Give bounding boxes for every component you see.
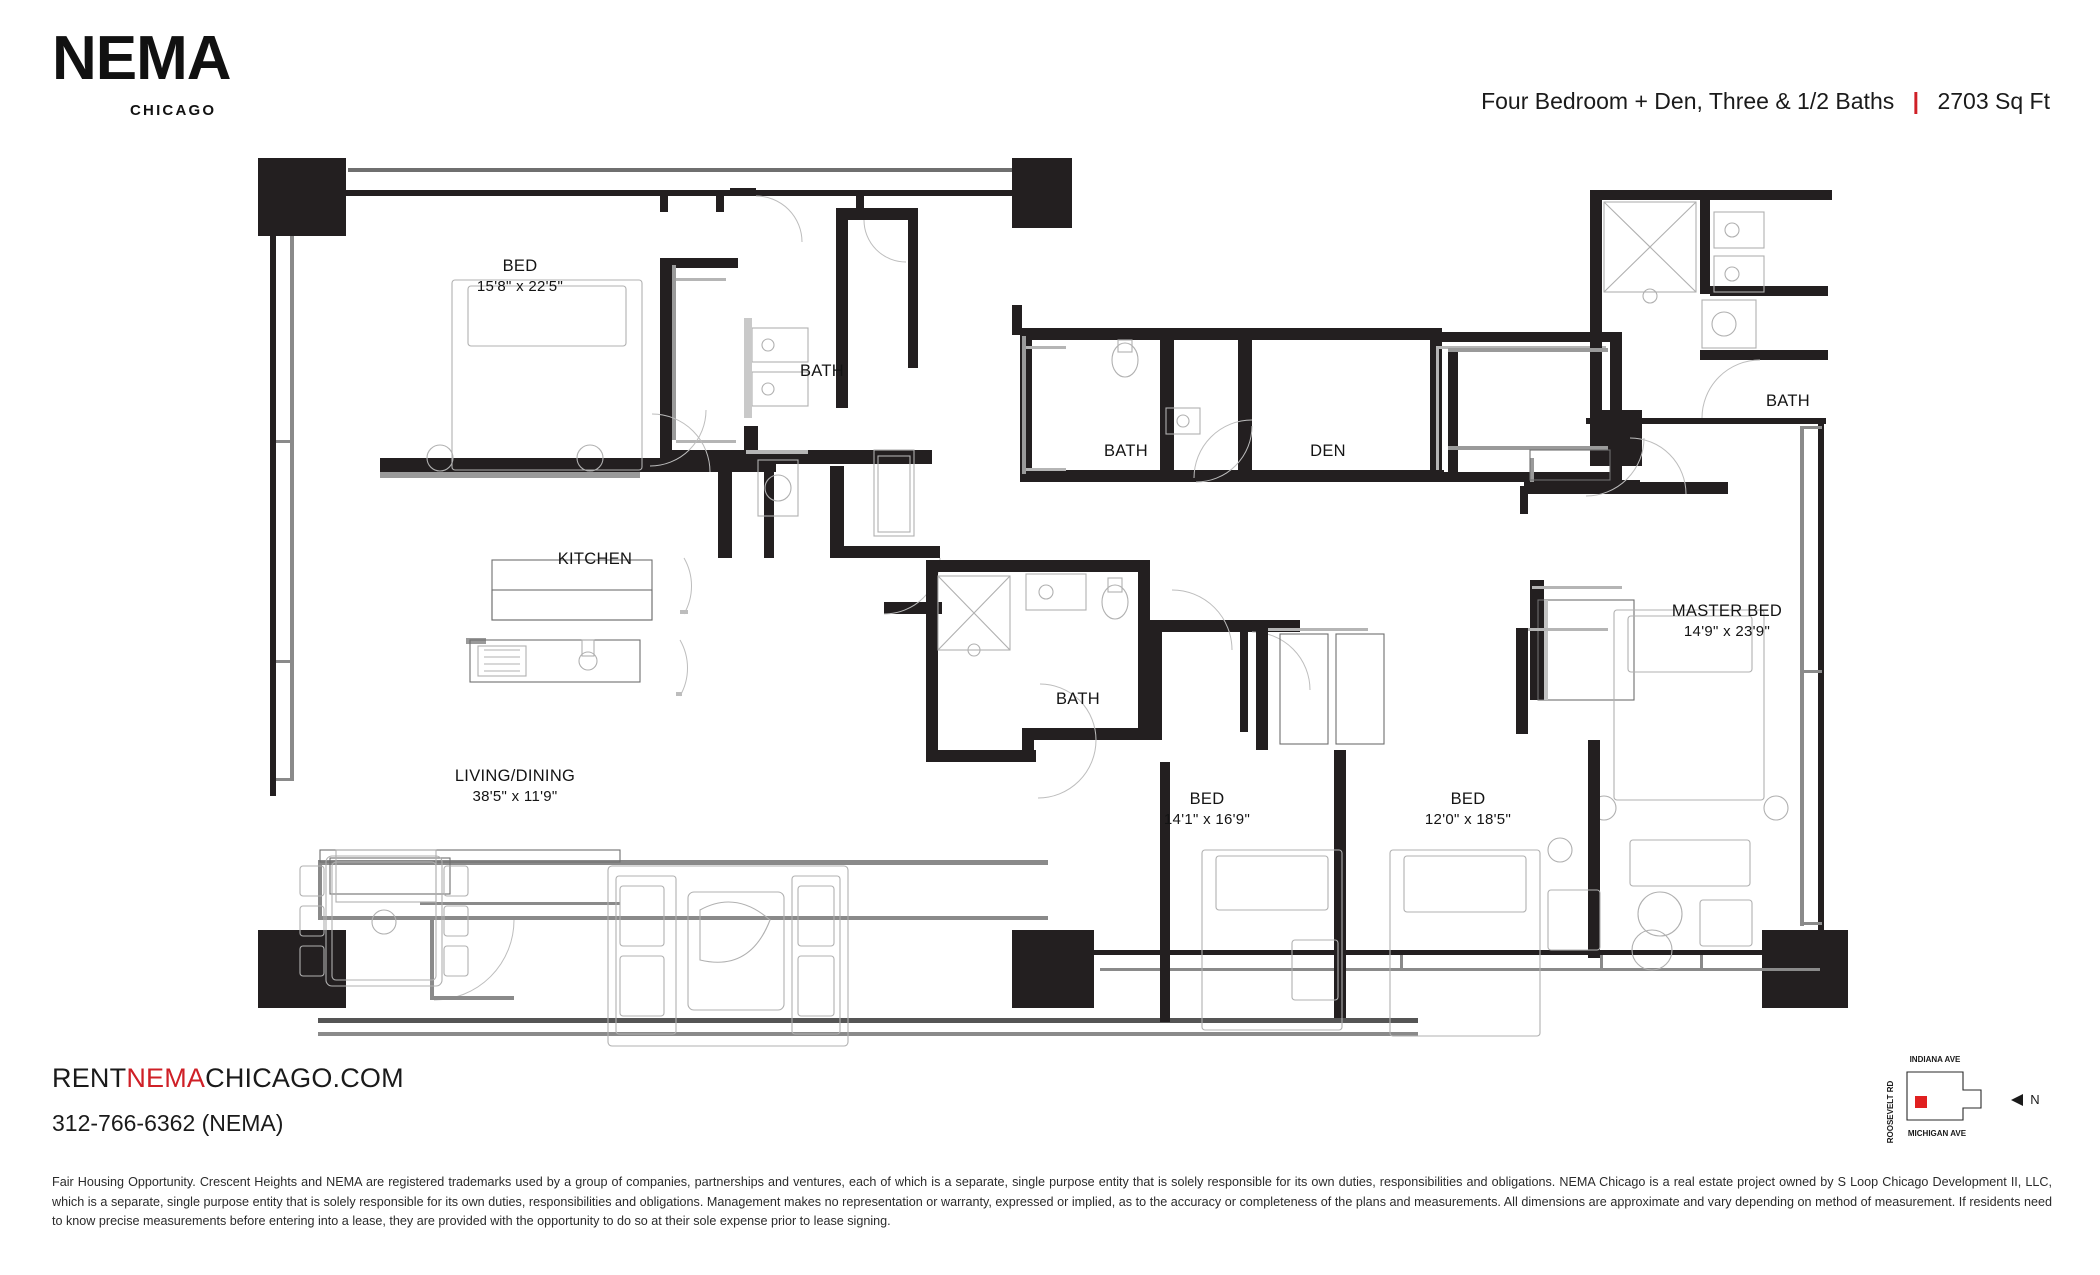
brand-wordmark: NEMA xyxy=(52,24,231,93)
room-label xyxy=(772,360,872,382)
room-label xyxy=(540,548,650,570)
room-name: BED xyxy=(502,257,538,275)
room-dimensions: 15'8" x 22'5" xyxy=(476,278,564,296)
room-label xyxy=(1627,600,1827,643)
svg-text:N: N xyxy=(2030,1092,2040,1107)
room-dimensions: 14'9" x 23'9" xyxy=(1683,623,1771,641)
room-name: BED xyxy=(1450,790,1486,808)
room-label xyxy=(1388,788,1548,831)
room-label xyxy=(415,765,615,808)
url-brand: NEMA xyxy=(126,1063,206,1093)
room-label xyxy=(1278,440,1378,462)
room-dimensions: 14'1" x 16'9" xyxy=(1163,811,1251,829)
room-dimensions: 12'0" x 18'5" xyxy=(1424,811,1512,829)
phone-number[interactable]: 312-766-6362 (NEMA) xyxy=(52,1110,284,1136)
room-dimensions: 38'5" x 11'9" xyxy=(472,788,558,806)
room-name: DEN xyxy=(1310,442,1346,460)
plan-header xyxy=(1481,88,2050,115)
website-url[interactable] xyxy=(52,1063,404,1094)
svg-text:INDIANA AVE: INDIANA AVE xyxy=(1909,1055,1961,1064)
brand-logo xyxy=(52,24,231,119)
url-suffix: CHICAGO.COM xyxy=(205,1063,404,1093)
room-label xyxy=(1127,788,1287,831)
brand-city: CHICAGO xyxy=(130,102,217,119)
svg-text:ROOSEVELT RD: ROOSEVELT RD xyxy=(1886,1080,1895,1144)
room-label xyxy=(1028,688,1128,710)
room-name: BATH xyxy=(1056,690,1100,708)
key-map xyxy=(1877,1050,2052,1145)
svg-text:MICHIGAN AVE: MICHIGAN AVE xyxy=(1907,1129,1967,1138)
room-name: LIVING/DINING xyxy=(454,767,576,785)
plan-title: Four Bedroom + Den, Three & 1/2 Baths xyxy=(1481,88,1895,114)
room-label xyxy=(1076,440,1176,462)
room-label xyxy=(1738,390,1838,412)
room-name: KITCHEN xyxy=(557,550,633,568)
room-label xyxy=(460,255,580,298)
url-prefix: RENT xyxy=(52,1063,127,1093)
plan-area: 2703 Sq Ft xyxy=(1937,88,2050,114)
room-name: MASTER BED xyxy=(1671,602,1783,620)
room-name: BATH xyxy=(1766,392,1810,410)
room-name: BED xyxy=(1189,790,1225,808)
disclaimer-text: Fair Housing Opportunity. Crescent Heights and NEMA are registered trademarks used by a group of companies, partnerships and ventures, each of which is a separate, single purpose entity that is solely responsible for its own duties, responsibilities and obligations. NEMA Chicago is a real estate project owned by S Loop Chicago Development II, LLC, which is a separate, single purpose entity that is solely responsible for its own duties, responsibilities and obligations. Management makes no representation or warranty, expressed or implied, as to the accuracy or completeness of the plans and measurements. All dimensions are approximate and vary depending on method of measurement. If residents need to know precise measurements before entering into a lease, they are provided with the opportunity to do so at their sole expense prior to lease signing. xyxy=(52,1175,2052,1229)
room-name: BATH xyxy=(800,362,844,380)
header-separator: | xyxy=(1912,88,1920,114)
room-name: BATH xyxy=(1104,442,1148,460)
